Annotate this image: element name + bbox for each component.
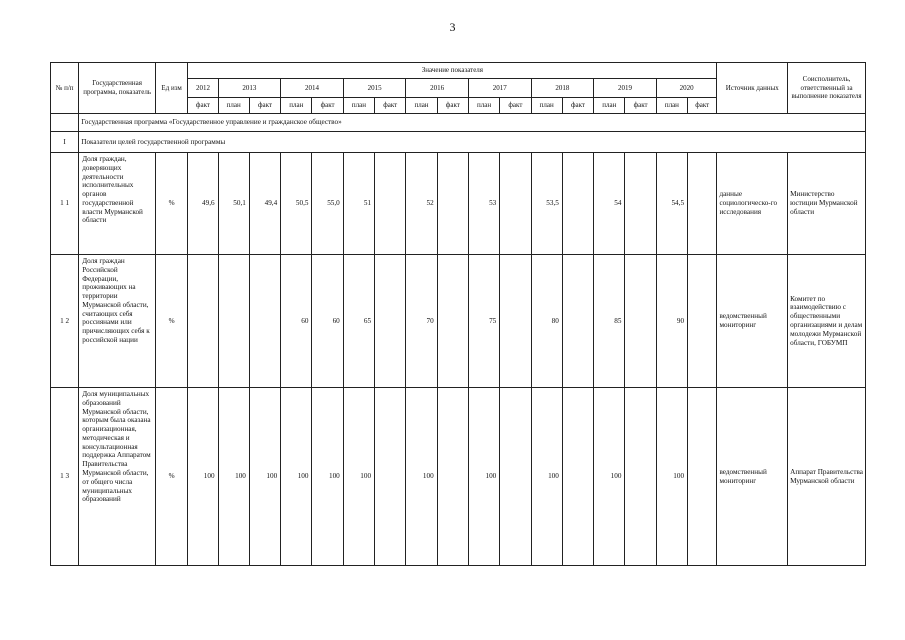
indicators-table bbox=[50, 62, 866, 566]
value-cell: 50,5 bbox=[281, 153, 312, 255]
plan-header: план bbox=[531, 98, 562, 114]
year-header: 2013 bbox=[218, 79, 281, 98]
value-cell bbox=[375, 153, 406, 255]
value-cell bbox=[562, 153, 593, 255]
value-cell: 100 bbox=[343, 388, 374, 566]
table-row bbox=[51, 153, 866, 255]
value-cell: 85 bbox=[594, 255, 625, 388]
header-num: № п/п bbox=[51, 63, 79, 114]
value-cell bbox=[188, 255, 218, 388]
plan-header: план bbox=[281, 98, 312, 114]
value-cell bbox=[437, 255, 468, 388]
value-cell: 52 bbox=[406, 153, 437, 255]
value-cell: 55,0 bbox=[312, 153, 343, 255]
fact-header: факт bbox=[625, 98, 656, 114]
plan-header: план bbox=[656, 98, 687, 114]
value-cell bbox=[249, 255, 280, 388]
value-cell: 70 bbox=[406, 255, 437, 388]
value-cell: 65 bbox=[343, 255, 374, 388]
row-source: данные социологическо-го исследования bbox=[717, 153, 788, 255]
header-source: Источник данных bbox=[717, 63, 788, 114]
fact-header: факт bbox=[188, 98, 218, 114]
fact-header: факт bbox=[500, 98, 531, 114]
value-cell: 54,5 bbox=[656, 153, 687, 255]
value-cell bbox=[500, 153, 531, 255]
row-unit: % bbox=[156, 153, 188, 255]
program-row-num bbox=[51, 114, 79, 132]
value-cell: 53 bbox=[468, 153, 499, 255]
fact-header: факт bbox=[437, 98, 468, 114]
row-num: 1 2 bbox=[51, 255, 79, 388]
year-header: 2015 bbox=[343, 79, 406, 98]
fact-header: факт bbox=[312, 98, 343, 114]
plan-header: план bbox=[218, 98, 249, 114]
row-executor: Министерство юстиции Мурманской области bbox=[788, 153, 866, 255]
plan-header: план bbox=[343, 98, 374, 114]
value-cell bbox=[562, 388, 593, 566]
value-cell bbox=[688, 388, 717, 566]
header-values-title: Значение показателя bbox=[188, 63, 717, 79]
value-cell bbox=[625, 153, 656, 255]
value-cell: 100 bbox=[468, 388, 499, 566]
row-indicator-name: Доля муниципальных образований Мурманской области, которым была оказана организационная, методическая и консультационная поддержка Аппаратом Правительства Мурманской области, от общего числа муниципальных образований bbox=[79, 388, 156, 566]
value-cell: 53,5 bbox=[531, 153, 562, 255]
value-cell bbox=[375, 388, 406, 566]
value-cell bbox=[500, 388, 531, 566]
row-executor: Аппарат Правительства Мурманской области bbox=[788, 388, 866, 566]
value-cell bbox=[688, 255, 717, 388]
value-cell bbox=[437, 388, 468, 566]
value-cell: 100 bbox=[281, 388, 312, 566]
row-indicator-name: Доля граждан, доверяющих деятельности исполнительных органов государственной власти Мурманской области bbox=[79, 153, 156, 255]
row-num: 1 3 bbox=[51, 388, 79, 566]
row-executor: Комитет по взаимодействию с общественными организациями и делам молодежи Мурманской области, ГОБУМП bbox=[788, 255, 866, 388]
value-cell: 51 bbox=[343, 153, 374, 255]
value-cell: 100 bbox=[594, 388, 625, 566]
value-cell bbox=[625, 388, 656, 566]
year-header: 2017 bbox=[468, 79, 531, 98]
table-row bbox=[51, 255, 866, 388]
section-row-title: Показатели целей государственной программы bbox=[79, 132, 866, 153]
table-row bbox=[51, 388, 866, 566]
row-unit: % bbox=[156, 255, 188, 388]
row-source: ведомственный мониторинг bbox=[717, 388, 788, 566]
row-source: ведомственный мониторинг bbox=[717, 255, 788, 388]
year-header: 2018 bbox=[531, 79, 594, 98]
value-cell bbox=[688, 153, 717, 255]
plan-header: план bbox=[468, 98, 499, 114]
value-cell: 100 bbox=[406, 388, 437, 566]
year-header: 2012 bbox=[188, 79, 218, 98]
value-cell: 49,6 bbox=[188, 153, 218, 255]
year-header: 2020 bbox=[656, 79, 717, 98]
fact-header: факт bbox=[688, 98, 717, 114]
value-cell: 75 bbox=[468, 255, 499, 388]
value-cell: 100 bbox=[188, 388, 218, 566]
value-cell bbox=[625, 255, 656, 388]
plan-header: план bbox=[594, 98, 625, 114]
row-num: 1 1 bbox=[51, 153, 79, 255]
section-row-num: I bbox=[51, 132, 79, 153]
program-row-title: Государственная программа «Государственное управление и гражданское общество» bbox=[79, 114, 866, 132]
value-cell bbox=[375, 255, 406, 388]
header-executor: Соисполнитель, ответственный за выполнение показателя bbox=[788, 63, 866, 114]
year-header: 2019 bbox=[594, 79, 657, 98]
fact-header: факт bbox=[375, 98, 406, 114]
value-cell: 100 bbox=[249, 388, 280, 566]
fact-header: факт bbox=[249, 98, 280, 114]
row-indicator-name: Доля граждан Российской Федерации, проживающих на территории Мурманской области, считающих себя россиянами или причисляющих себя к российской нации bbox=[79, 255, 156, 388]
header-unit: Ед изм bbox=[156, 63, 188, 114]
value-cell: 90 bbox=[656, 255, 687, 388]
value-cell bbox=[562, 255, 593, 388]
value-cell: 50,1 bbox=[218, 153, 249, 255]
value-cell: 49,4 bbox=[249, 153, 280, 255]
value-cell: 100 bbox=[218, 388, 249, 566]
year-header: 2014 bbox=[281, 79, 344, 98]
value-cell: 100 bbox=[656, 388, 687, 566]
value-cell: 60 bbox=[281, 255, 312, 388]
value-cell: 100 bbox=[531, 388, 562, 566]
page-number: 3 bbox=[449, 20, 456, 34]
value-cell: 100 bbox=[312, 388, 343, 566]
plan-header: план bbox=[406, 98, 437, 114]
value-cell bbox=[437, 153, 468, 255]
value-cell: 60 bbox=[312, 255, 343, 388]
fact-header: факт bbox=[562, 98, 593, 114]
value-cell bbox=[218, 255, 249, 388]
value-cell bbox=[500, 255, 531, 388]
year-header: 2016 bbox=[406, 79, 469, 98]
value-cell: 80 bbox=[531, 255, 562, 388]
value-cell: 54 bbox=[594, 153, 625, 255]
header-program: Государственная программа, показатель bbox=[79, 63, 156, 114]
row-unit: % bbox=[156, 388, 188, 566]
